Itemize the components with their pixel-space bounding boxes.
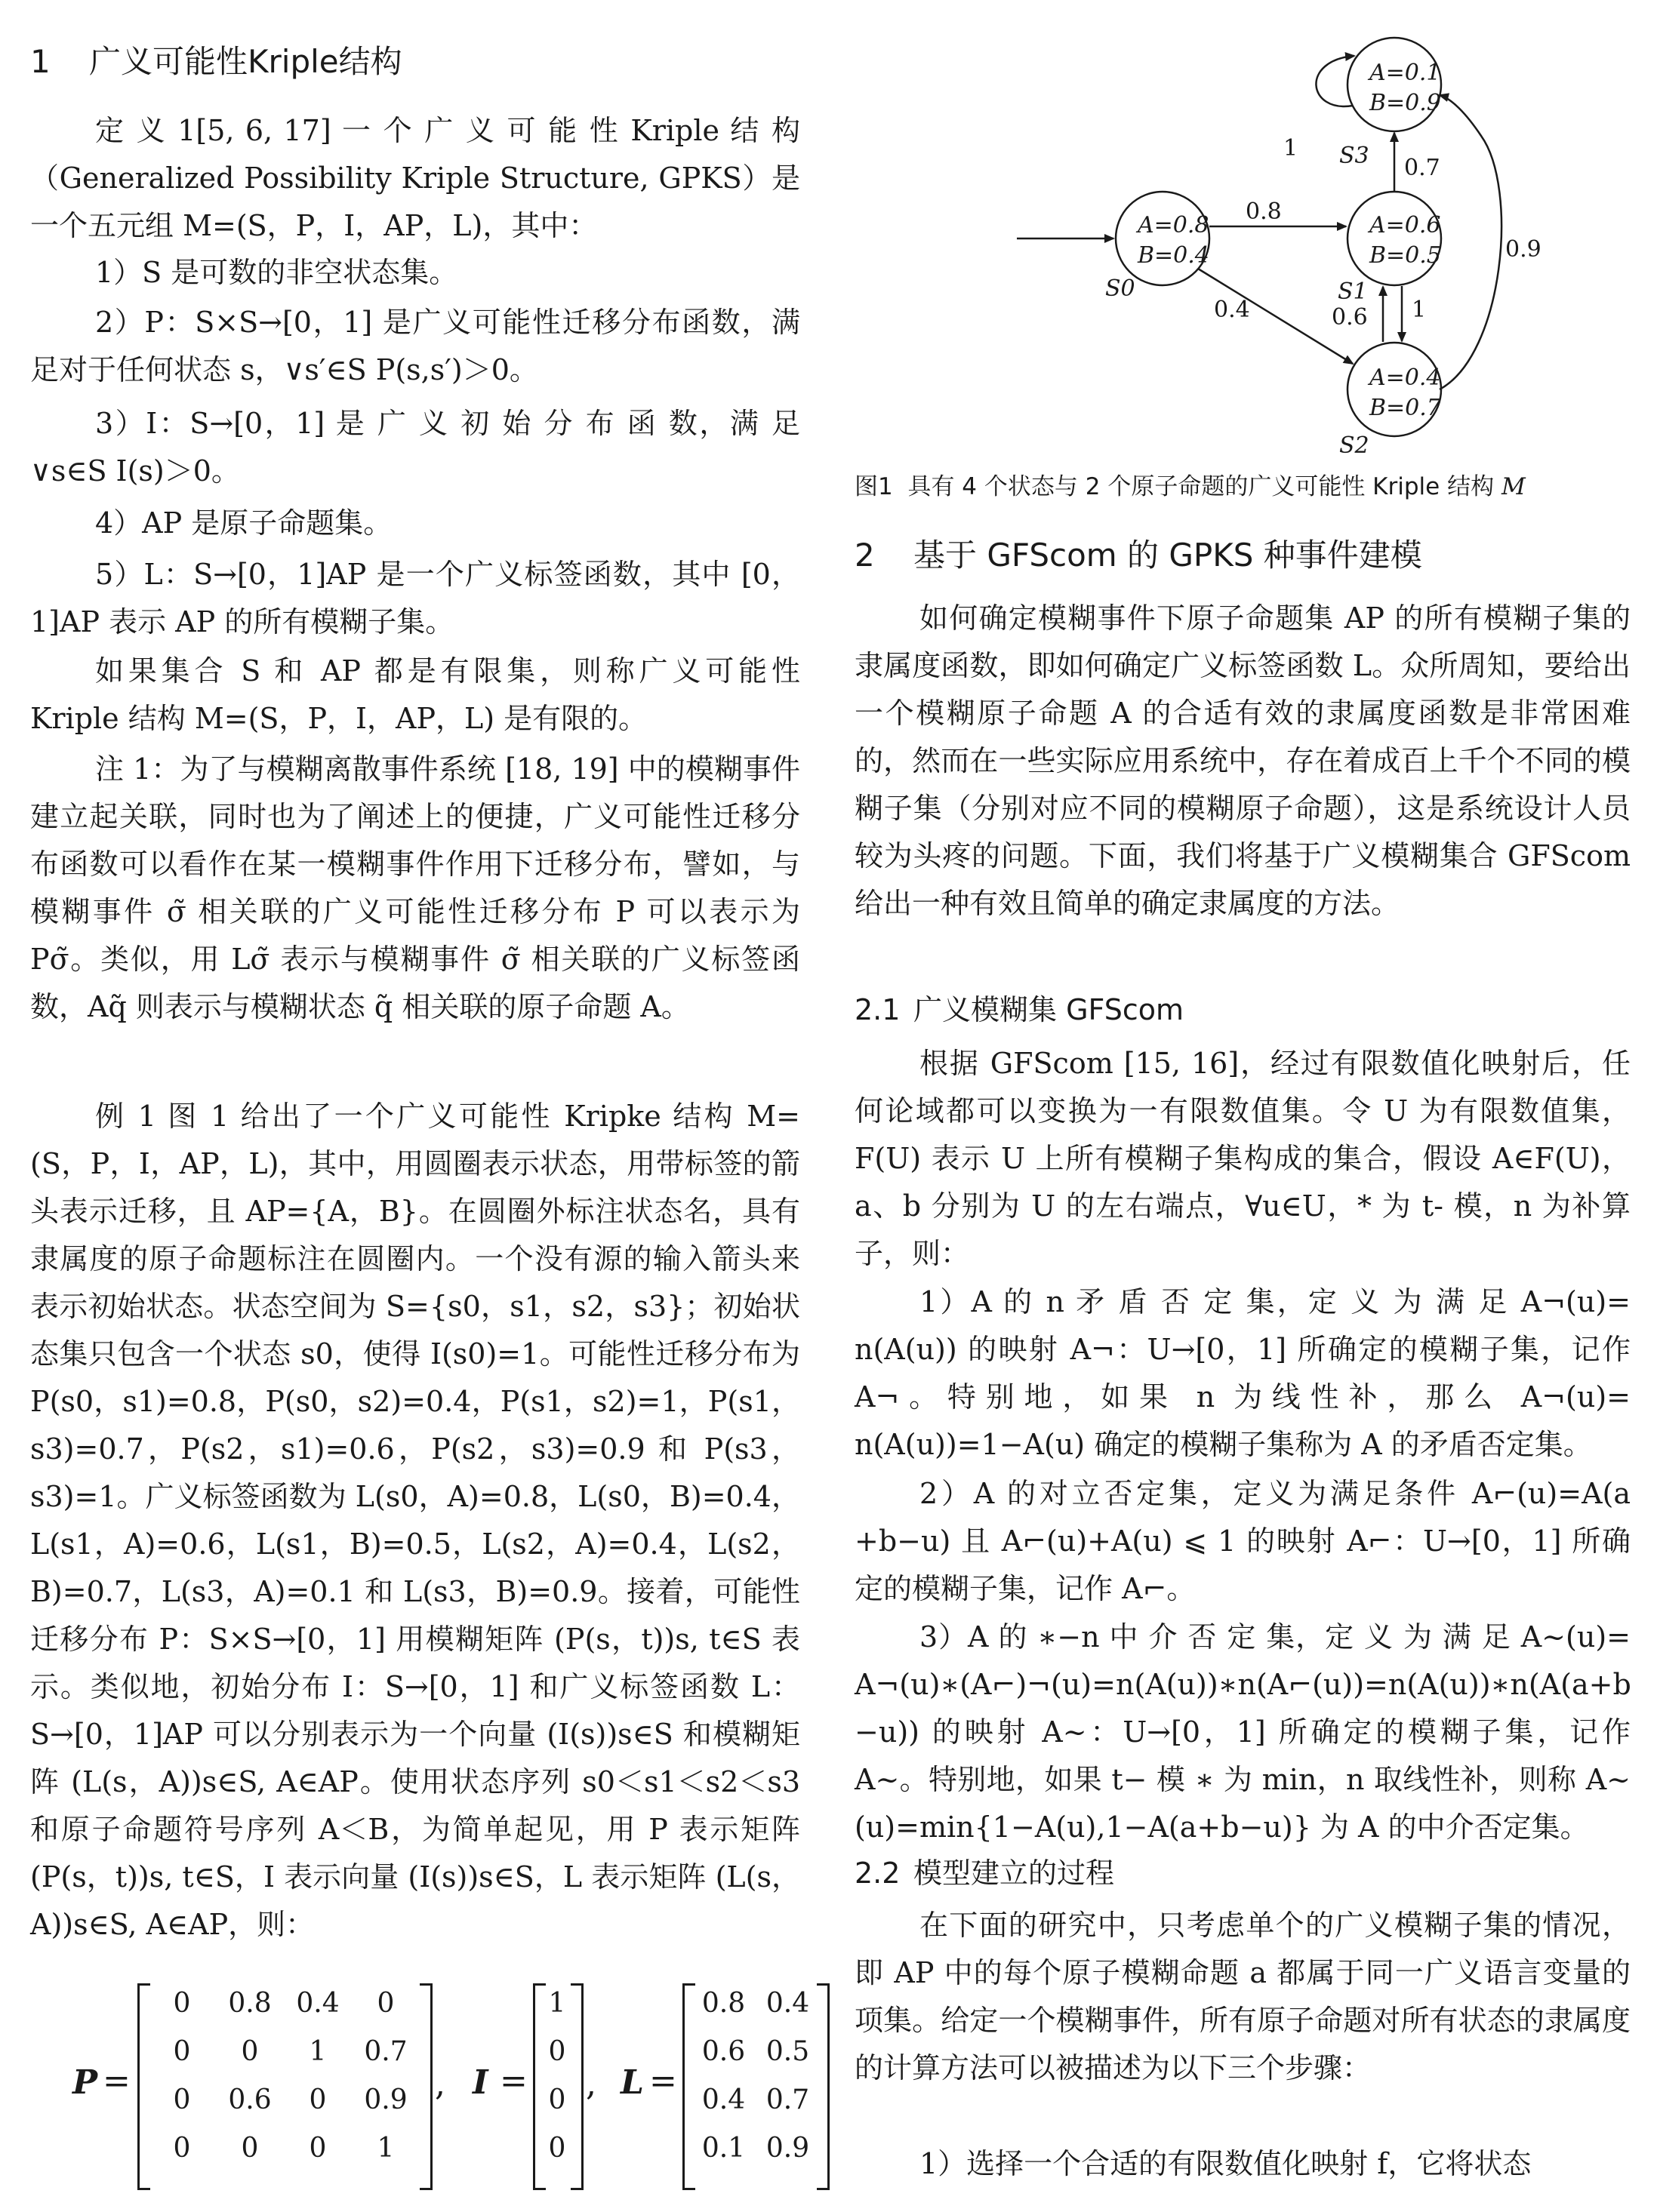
- state-s3-name: S3: [1339, 143, 1369, 169]
- figure-1-caption: [855, 468, 1631, 506]
- state-s0-B: B=0.4: [1138, 242, 1209, 269]
- matrix-l-cell: 0.4: [765, 1988, 810, 2019]
- state-s1-A: A=0.6: [1369, 212, 1441, 238]
- label-s2-s3: 0.9: [1505, 236, 1542, 263]
- def-item-5: 5）L：S→[0，1]AP 是一个广义标签函数，其中 [0，1]AP 表示 AP 的所有模糊子集。: [30, 558, 800, 638]
- matrix-p-cell: 0.7: [364, 2036, 408, 2067]
- matrix-p-cell: 0: [241, 2133, 259, 2164]
- matrix-l-cell: 0.5: [765, 2036, 810, 2067]
- section-title: 广义可能性Kriple结构: [89, 43, 402, 80]
- section-2-1-heading: [855, 989, 1184, 1031]
- matrix-i-cell: 0: [548, 2133, 566, 2164]
- comma: ,: [435, 2065, 445, 2103]
- section-number: 2.1: [855, 993, 901, 1026]
- section-2-intro: 如何确定模糊事件下原子命题集 AP 的所有模糊子集的隶属度函数，即如何确定广义标签函数 L。众所周知，要给出一个模糊原子命题 A 的合适有效的隶属度函数是非常困难的，然而在一些实际应用系统中，存在着成百上千个不同的模糊子集（分别对应不同的模糊原子命题），这是系统设计人员较为头疼的问题。下面，我们将基于广义模糊集合 GFScom 给出一种有效且简单的确定隶属度的方法。: [855, 601, 1631, 920]
- figure-1-kripke-diagram: [855, 0, 1631, 460]
- state-s2-name: S2: [1339, 432, 1369, 459]
- section-title: 广义模糊集 GFScom: [913, 993, 1184, 1026]
- matrix-p-cell: 0.6: [228, 2084, 272, 2115]
- matrix-p-cell: 0: [173, 2133, 191, 2164]
- matrix-i-cell: 0: [548, 2084, 566, 2115]
- label-s2-s1: 0.6: [1332, 304, 1368, 331]
- matrix-p-cell: 0: [173, 2036, 191, 2067]
- section-2-1-paragraph: 根据 GFScom [15, 16]，经过有限数值化映射后，任何论域都可以变换为一有限数值集。令 U 为有限数值集，F(U) 表示 U 上所有模糊子集构成的集合，假设 A∈F(U)，a、b 分别为 U 的左右端点，∀u∈U，* 为 t- 模，n 为补算子，则：: [855, 1047, 1631, 1270]
- matrix-l-label: L: [621, 2063, 644, 2102]
- section-2-heading: [855, 533, 1422, 578]
- state-s1-name: S1: [1338, 278, 1368, 305]
- matrix-p-cell: 0: [173, 2084, 191, 2115]
- section-2-2-paragraph: 在下面的研究中，只考虑单个的广义模糊子集的情况，即 AP 中的每个原子模糊命题 a 都属于同一广义语言变量的项集。给定一个模糊事件，所有原子命题对所有状态的隶属度的计算方法可以被描述为以下三个步骤：: [855, 1909, 1631, 2084]
- caption-prefix: 图1: [855, 473, 893, 500]
- section-number: 1: [30, 43, 51, 80]
- def-item-4: 4）AP 是原子命题集。: [95, 506, 393, 540]
- matrix-l-cell: 0.6: [701, 2036, 746, 2067]
- example-1: 例 1 图 1 给出了一个广义可能性 Kripke 结构 M=(S，P，I，AP，L)，其中，用圆圈表示状态，用带标签的箭头表示迁移，且 AP={A，B}。在圆圈外标注状态名，具有隶属度的原子命题标注在圆圈内。一个没有源的输入箭头来表示初始状态。状态空间为 S={s0，s1，s2，s3}；初始状态集只包含一个状态 s0，使得 I(s0)=1。可能性迁移分布为 P(s0，s1)=0.8，P(s0，s2)=0.4，P(s1，s2)=1，P(s1，s3)=0.7，P(s2，s1)=0.6，P(s2，s3)=0.9 和 P(s3，s3)=1。广义标签函数为 L(s0，A)=0.8，L(s0，B)=0.4，L(s1，A)=0.6，L(s1，B)=0.5，L(s2，A)=0.4，L(s2，B)=0.7，L(s3，A)=0.1 和 L(s3，B)=0.9。接着，可能性迁移分布 P：S×S→[0，1] 用模糊矩阵 (P(s，t))s, t∈S 表示。类似地，初始分布 I：S→[0，1] 和广义标签函数 L：S→[0，1]AP 可以分别表示为一个向量 (I(s))s∈S 和模糊矩阵 (L(s，A))s∈S, A∈AP。使用状态序列 s0＜s1＜s2＜s3 和原子命题符号序列 A＜B，为简单起见，用 P 表示矩阵 (P(s，t))s, t∈S，I 表示向量 (I(s))s∈S，L 表示矩阵 (L(s，A))s∈S, A∈AP，则：: [30, 1100, 800, 1941]
- def-item-3: 3）I：S→[0，1] 是 广 义 初 始 分 布 函 数，满 足 ∨s∈S I(s)＞0。: [30, 407, 800, 488]
- state-s2-B: B=0.7: [1369, 395, 1441, 421]
- matrix-i-cell: 1: [548, 1988, 566, 2019]
- note-1: 注 1：为了与模糊离散事件系统 [18, 19] 中的模糊事件建立起关联，同时也为了阐述上的便捷，广义可能性迁移分布函数可以看作在某一模糊事件作用下迁移分布，譬如，与模糊事件 σ̃ 相关联的广义可能性迁移分布 P 可以表示为 Pσ̃。类似，用 Lσ̃ 表示与模糊事件 σ̃ 相关联的广义标签函数，Aq̃ 则表示与模糊状态 q̃ 相关联的原子命题 A。: [30, 752, 800, 1023]
- matrix-p-cell: 0: [309, 2084, 327, 2115]
- equals-sign: =: [103, 2062, 131, 2100]
- caption-var: M: [1501, 473, 1526, 500]
- matrix-p-cell: 0: [173, 1988, 191, 2019]
- matrix-p-cell: 0: [377, 1988, 395, 2019]
- matrix-p-cell: 0: [309, 2133, 327, 2164]
- def-item-1: 1）S 是可数的非空状态集。: [95, 256, 458, 289]
- comma: ,: [586, 2065, 596, 2103]
- label-s3-s3: 1: [1283, 135, 1298, 162]
- section-title: 模型建立的过程: [913, 1857, 1115, 1890]
- equals-sign: =: [500, 2062, 528, 2100]
- matrix-p-cell: 1: [377, 2133, 395, 2164]
- state-s0-name: S0: [1105, 275, 1135, 302]
- state-s0-A: A=0.8: [1138, 212, 1209, 238]
- label-s0-s1: 0.8: [1246, 198, 1282, 225]
- section-1-heading: [30, 39, 402, 85]
- matrix-p-label: P: [72, 2063, 98, 2102]
- matrix-l-cell: 0.9: [765, 2133, 810, 2164]
- definition-1: 定 义 1[5, 6, 17] 一 个 广 义 可 能 性 Kriple 结 构（Generalized Possibility Kriple Structure, GPKS）是一个五元组 M=(S，P，I，AP，L)，其中：: [30, 114, 800, 242]
- state-s0-circle: [1116, 192, 1209, 285]
- def-item-2: 2）P：S×S→[0，1] 是广义可能性迁移分布函数，满足对于任何状态 s，∨s′∈S P(s,s′)＞0。: [30, 306, 800, 386]
- label-s0-s2: 0.4: [1214, 297, 1250, 323]
- state-s2-A: A=0.4: [1369, 365, 1441, 391]
- bracket: [420, 1983, 433, 2190]
- matrix-l-cell: 0.7: [765, 2084, 810, 2115]
- state-s1-circle: [1347, 192, 1441, 285]
- bracket: [571, 1983, 584, 2190]
- section-number: 2.2: [855, 1857, 901, 1890]
- matrix-p-cell: 0.9: [364, 2084, 408, 2115]
- matrix-p-cell: 0: [241, 2036, 259, 2067]
- matrix-l-cell: 0.4: [701, 2084, 746, 2115]
- label-s1-s2: 1: [1412, 297, 1427, 323]
- negation-item-2: 2）A 的对立否定集，定义为满足条件 A⌐(u)=A(a +b−u) 且 A⌐(u)+A(u) ⩽ 1 的映射 A⌐：U→[0，1] 所确定的模糊子集，记作 A⌐。: [855, 1477, 1631, 1605]
- negation-item-1: 1）A 的 n 矛 盾 否 定 集，定 义 为 满 足 A¬(u)= n(A(u)) 的映射 A¬：U→[0，1] 所确定的模糊子集，记作 A¬。特别地，如果 n 为线性补，那么 A¬(u)= n(A(u))=1−A(u) 确定的模糊子集称为 A 的矛盾否定集。: [855, 1285, 1631, 1461]
- edge-s2-s3: [1440, 95, 1501, 389]
- matrix-i-label: I: [473, 2063, 488, 2102]
- matrix-equations: [72, 1983, 827, 2186]
- matrix-p-cell: 1: [309, 2036, 327, 2067]
- section-title: 基于 GFScom 的 GPKS 种事件建模: [913, 537, 1422, 574]
- matrix-l-cell: 0.8: [701, 1988, 746, 2019]
- negation-item-3: 3）A 的 ∗−n 中 介 否 定 集，定 义 为 满 足 A~(u)= A¬(u)∗(A⌐)¬(u)=n(A(u))∗n(A⌐(u))=n(A(u))∗n(A(a+b −u)) 的映射 A~：U→[0，1] 所确定的模糊子集，记作 A~。特别地，如果 t− 模 ∗ 为 min，n 取线性补，则称 A~(u)=min{1−A(u),1−A(a+b−u)} 为 A 的中介否定集。: [855, 1620, 1631, 1844]
- matrix-p-cell: 0.4: [296, 1988, 340, 2019]
- section-2-2-heading: [855, 1852, 1114, 1894]
- section-number: 2: [855, 537, 875, 574]
- state-s3-B: B=0.9: [1369, 90, 1441, 116]
- step-1: 1）选择一个合适的有限数值化映射 f，它将状态: [919, 2147, 1532, 2180]
- matrix-l-cell: 0.1: [701, 2133, 746, 2164]
- edge-s3-s3: [1316, 56, 1354, 106]
- matrix-p-cell: 0.8: [228, 1988, 272, 2019]
- bracket: [817, 1983, 830, 2190]
- state-s3-A: A=0.1: [1369, 60, 1441, 86]
- finite-structure-paragraph: 如果集合 S 和 AP 都是有限集，则称广义可能性 Kriple 结构 M=(S，P，I，AP，L) 是有限的。: [30, 654, 800, 735]
- caption-text: 具有 4 个状态与 2 个原子命题的广义可能性 Kriple 结构: [907, 473, 1495, 500]
- label-s1-s3: 0.7: [1404, 155, 1440, 181]
- matrix-i-cell: 0: [548, 2036, 566, 2067]
- equals-sign: =: [649, 2062, 677, 2100]
- state-s1-B: B=0.5: [1369, 242, 1441, 269]
